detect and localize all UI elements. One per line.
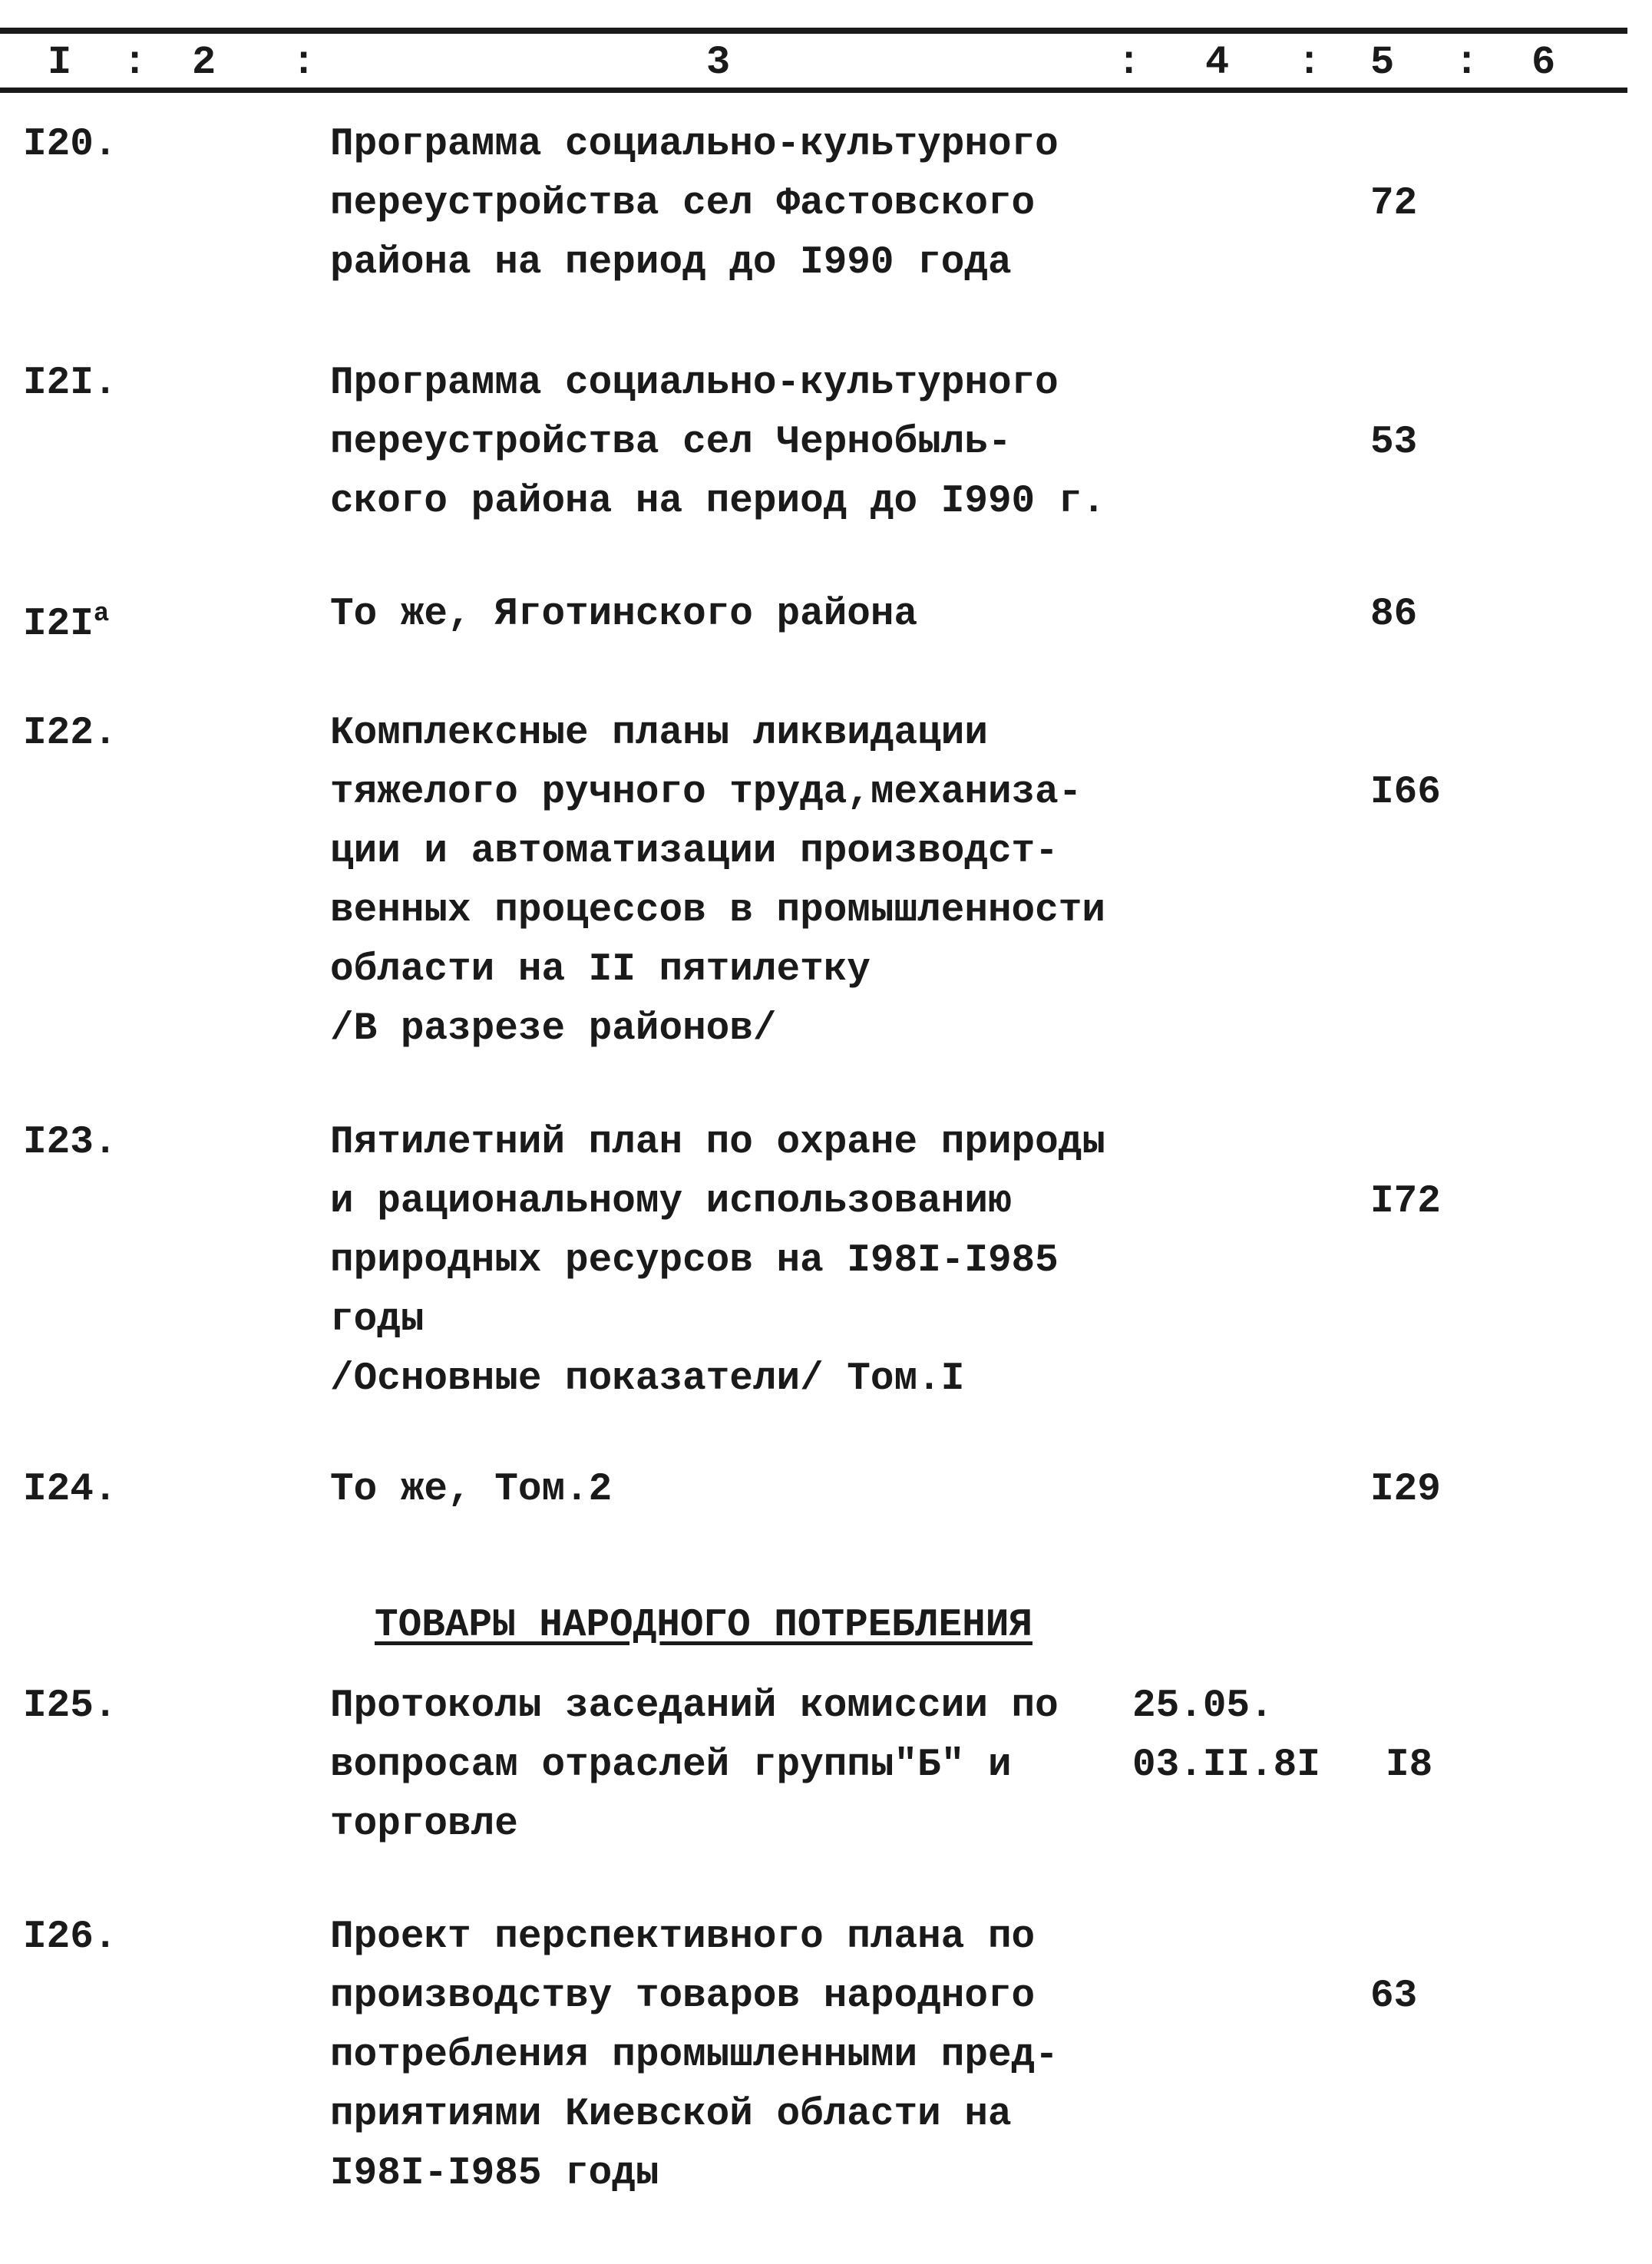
header-top-rule [0, 28, 1627, 34]
row-sheets: I72 [1370, 1180, 1441, 1224]
row-dates: 25.05. 03.II.8I [1132, 1684, 1320, 1787]
row-number: I22. [23, 712, 117, 755]
row-number-text: I2I [23, 603, 94, 646]
col-header-4: 4 [1205, 40, 1230, 85]
row-title: Проект перспективного плана по производству товаров народного потребления промышленными пред- приятиями Киевской области на I98I-I985 годы [330, 1915, 1059, 2196]
row-sheets: 86 [1370, 593, 1418, 636]
row-title: То же, Том.2 [330, 1468, 613, 1512]
section-heading: ТОВАРЫ НАРОДНОГО ПОТРЕБЛЕНИЯ [375, 1604, 1032, 1648]
row-number: I20. [23, 123, 117, 167]
col-separator: : [123, 40, 147, 85]
row-number: I25. [23, 1684, 117, 1728]
row-sheets: I29 [1370, 1468, 1441, 1512]
row-sheets: 63 [1370, 1975, 1418, 2018]
row-number [23, 585, 109, 654]
col-separator: : [1455, 40, 1479, 85]
col-separator: : [1117, 40, 1142, 85]
row-number: I2I. [23, 362, 117, 405]
col-header-5: 5 [1370, 40, 1395, 85]
row-number: I26. [23, 1915, 117, 1959]
col-header-3: 3 [706, 40, 731, 85]
row-sheets: I8 [1386, 1743, 1433, 1787]
col-separator: : [292, 40, 316, 85]
row-title: Пятилетний план по охране природы и рациональному использованию природных ресурсов на I98I-I985 годы /Основные показатели/ Том.I [330, 1121, 1105, 1401]
header-bottom-rule [0, 88, 1627, 93]
row-sheets: 53 [1370, 421, 1418, 464]
col-separator: : [1297, 40, 1322, 85]
col-header-6: 6 [1531, 40, 1556, 85]
row-title: Программа социально-культурного переустройства сел Фастовского района на период до I990 года [330, 123, 1059, 285]
col-header-1: I [48, 40, 72, 85]
col-header-2: 2 [192, 40, 216, 85]
row-number: I24. [23, 1468, 117, 1512]
row-title: Программа социально-культурного переустройства сел Чернобыль- ского района на период до I990 г. [330, 362, 1105, 524]
row-title: Комплексные планы ликвидации тяжелого ручного труда,механиза- ции и автоматизации производст- венных процессов в промышленности области на II пятилетку /В разрезе районов/ [330, 712, 1105, 1051]
row-sheets: 72 [1370, 182, 1418, 226]
row-number-suffix: а [93, 600, 110, 629]
row-title: Протоколы заседаний комиссии по вопросам отраслей группы"Б" и торговле [330, 1684, 1059, 1846]
row-title: То же, Яготинского района [330, 593, 918, 636]
row-sheets: I66 [1370, 771, 1441, 815]
row-number: I23. [23, 1121, 117, 1165]
